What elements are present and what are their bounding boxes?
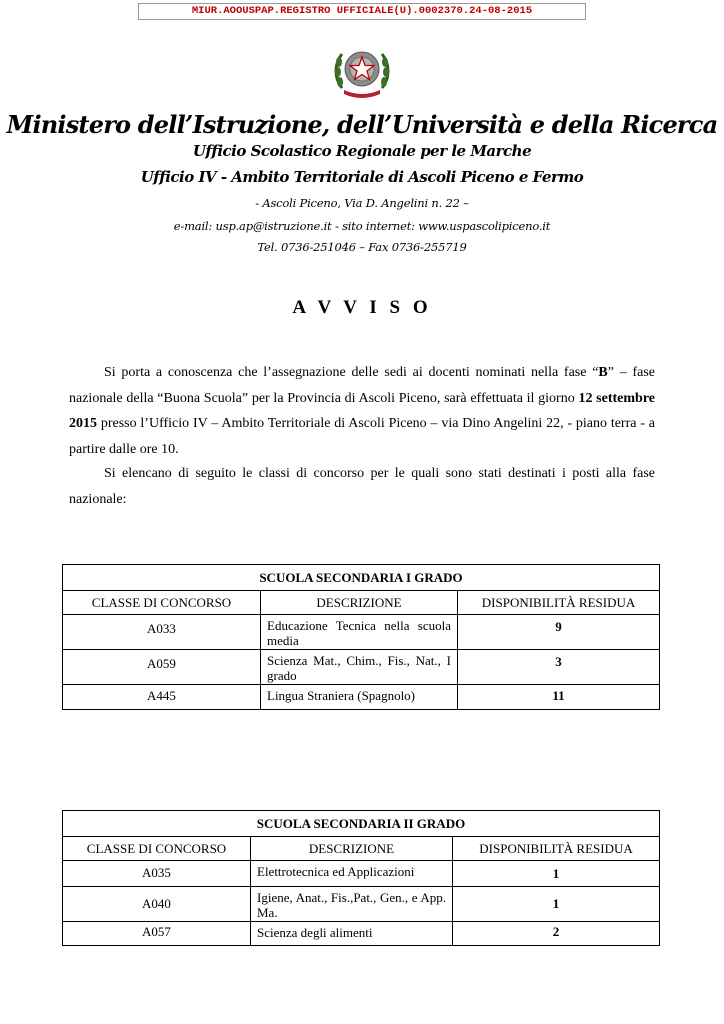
- announcement-paragraph: [69, 360, 655, 462]
- list-intro-paragraph: Si elencano di seguito le classi di concorso per le quali sono stati destinati i posti alla fase nazionale:: [69, 466, 655, 507]
- column-header-description: DESCRIZIONE: [251, 837, 453, 861]
- class-code: A033: [63, 615, 261, 650]
- class-code: A445: [63, 685, 261, 710]
- class-code: A059: [63, 650, 261, 685]
- class-description: Educazione Tecnica nella scuola media: [261, 615, 458, 650]
- class-description: Elettrotecnica ed Applicazioni: [251, 861, 453, 887]
- table-row: [63, 922, 660, 946]
- table-header-row: [63, 591, 660, 615]
- table-row: [63, 887, 660, 922]
- class-description: Lingua Straniera (Spagnolo): [261, 685, 458, 710]
- protocol-stamp: MIUR.AOOUSPAP.REGISTRO UFFICIALE(U).0002370.24-08-2015: [138, 3, 586, 20]
- class-code: A057: [63, 922, 251, 946]
- residual-availability: 11: [458, 685, 660, 710]
- class-code: A035: [63, 861, 251, 887]
- notice-title: A V V I S O: [292, 297, 432, 318]
- class-code: A040: [63, 887, 251, 922]
- column-header-class: CLASSE DI CONCORSO: [63, 837, 251, 861]
- residual-availability: 1: [453, 861, 660, 887]
- paragraph-text: presso l’Ufficio IV – Ambito Territoriale di Ascoli Piceno – via Dino Angelini 22, - piano terra - a partire dalle ore 10.: [69, 416, 655, 457]
- column-header-class: CLASSE DI CONCORSO: [63, 591, 261, 615]
- table-header-row: [63, 837, 660, 861]
- residual-availability: 2: [453, 922, 660, 946]
- column-header-availability: DISPONIBILITÀ RESIDUA: [453, 837, 660, 861]
- paragraph-text: ” – fase nazionale della “Buona Scuola” per la Provincia di Ascoli Piceno, sarà effettuata il giorno: [69, 365, 655, 406]
- table-title: SCUOLA SECONDARIA I GRADO: [63, 565, 660, 591]
- table-row: [63, 650, 660, 685]
- column-header-description: DESCRIZIONE: [261, 591, 458, 615]
- table-secondary-second-grade: [62, 810, 660, 946]
- residual-availability: 1: [453, 887, 660, 922]
- residual-availability: 3: [458, 650, 660, 685]
- office-phone-fax: Tel. 0736-251046 – Fax 0736-255719: [257, 240, 467, 254]
- class-description: Scienza degli alimenti: [251, 922, 453, 946]
- class-description: Scienza Mat., Chim., Fis., Nat., I grado: [261, 650, 458, 685]
- office-contacts: e-mail: usp.ap@istruzione.it - sito internet: www.uspascolipiceno.it: [173, 219, 551, 233]
- table-row: [63, 685, 660, 710]
- phase-label: B: [598, 365, 608, 380]
- residual-availability: 9: [458, 615, 660, 650]
- table-row: [63, 861, 660, 887]
- table-secondary-first-grade: [62, 564, 660, 710]
- table-title: SCUOLA SECONDARIA II GRADO: [63, 811, 660, 837]
- territorial-office-name: Ufficio IV - Ambito Territoriale di Ascoli Piceno e Fermo: [140, 168, 584, 186]
- ministry-name: Ministero dell’Istruzione, dell’Università e della Ricerca: [6, 110, 718, 139]
- column-header-availability: DISPONIBILITÀ RESIDUA: [458, 591, 660, 615]
- paragraph-text: Si porta a conoscenza che l’assegnazione delle sedi ai docenti nominati nella fase “: [104, 365, 599, 380]
- italian-republic-emblem-icon: [332, 44, 392, 100]
- class-description: Igiene, Anat., Fis.,Pat., Gen., e App. Ma.: [251, 887, 453, 922]
- table-row: [63, 615, 660, 650]
- regional-office-name: Ufficio Scolastico Regionale per le Marche: [192, 142, 532, 160]
- assignment-date: 12 settembre 2015: [69, 390, 656, 431]
- office-address: - Ascoli Piceno, Via D. Angelini n. 22 –: [255, 196, 469, 210]
